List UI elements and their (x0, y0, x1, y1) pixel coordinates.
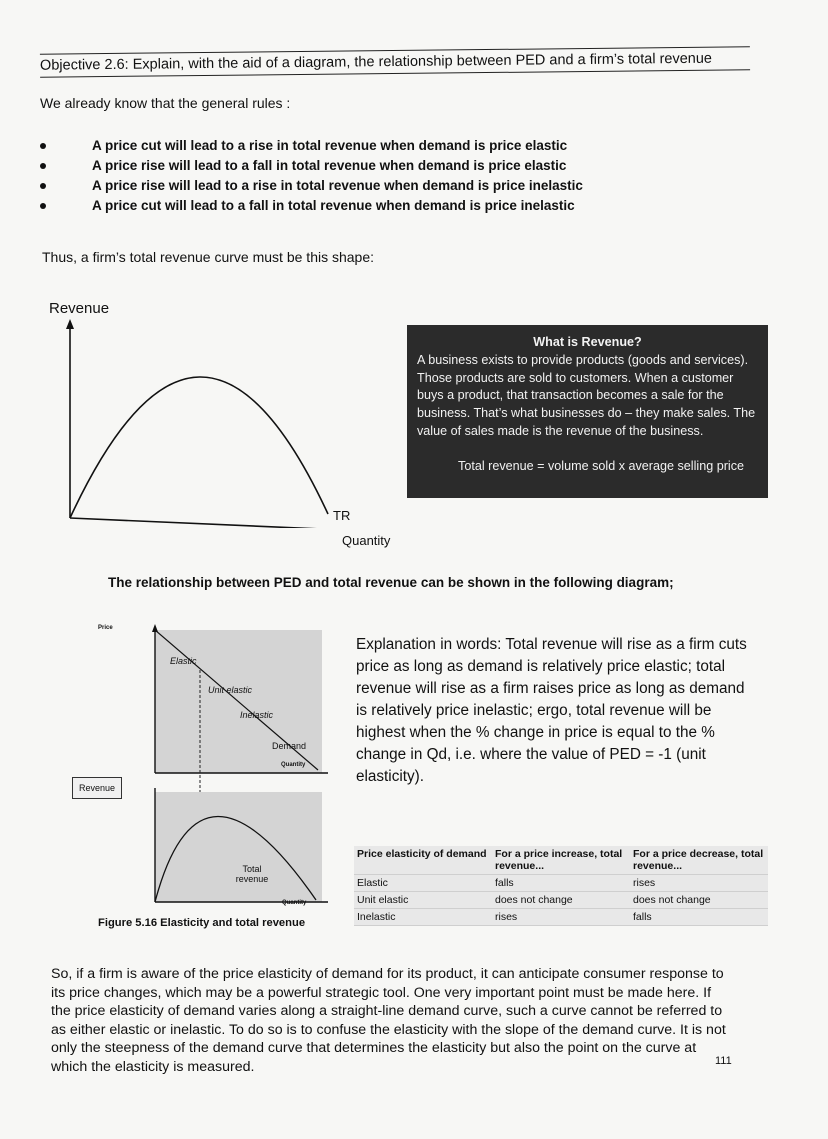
tr-curve (70, 377, 328, 518)
price-axis-label: Price (98, 625, 113, 631)
info-box-title: What is Revenue? (533, 335, 642, 349)
rules-list (92, 136, 583, 216)
quantity-label-bottom: Quantity (282, 900, 307, 906)
what-is-revenue-box (407, 325, 768, 498)
table-row (354, 892, 768, 909)
info-box-body: A business exists to provide products (goods and services). Those products are sold to customers. When a customer buys a product, that transaction becomes a sale for the business. That’s what businesses do – they make sales. The value of sales made is the revenue of the business. (417, 352, 756, 438)
demand-label: Demand (272, 741, 307, 751)
table-header-cell: For a price increase, total revenue... (492, 846, 630, 875)
inelastic-label: Inelastic (240, 710, 274, 720)
table-cell: Elastic (354, 875, 492, 892)
elastic-label: Elastic (170, 656, 197, 666)
demand-y-axis-arrow (152, 624, 158, 632)
ped-revenue-table (354, 846, 768, 926)
table-cell: does not change (492, 892, 630, 909)
rule-item: A price cut will lead to a rise in total revenue when demand is price elastic (92, 136, 583, 156)
table-row (354, 875, 768, 892)
table-header-cell: For a price decrease, total revenue... (630, 846, 768, 875)
rule-item: A price cut will lead to a fall in total revenue when demand is price inelastic (92, 196, 583, 216)
tr-y-axis-label: Revenue (49, 300, 110, 317)
unit-elastic-label: Unit elastic (208, 685, 253, 695)
tr-y-axis-arrow (66, 319, 74, 329)
tr-curve-label: TR (333, 508, 351, 523)
intro-text: We already know that the general rules : (40, 95, 291, 111)
table-header-row (354, 846, 768, 875)
table-row (354, 909, 768, 926)
explanation-paragraph: Explanation in words: Total revenue will rise as a firm cuts price as long as demand is relatively price elastic; total revenue will rise as a firm raises price as long as demand is relatively price inelastic; ergo, total revenue will be highest when the % change in price is equal to the % change in Qd, i.e. where the value of PED = -1 (unit elasticity). (356, 636, 747, 785)
thus-text: Thus, a firm’s total revenue curve must be this shape: (42, 249, 375, 265)
revenue-panel-bg (155, 792, 322, 902)
table-cell: Inelastic (354, 909, 492, 926)
objective-heading: Objective 2.6: Explain, with the aid of a diagram, the relationship between PED and a firm’s total revenue (40, 46, 750, 77)
table-cell: rises (630, 875, 768, 892)
table-cell: does not change (630, 892, 768, 909)
total-revenue-graph (60, 318, 405, 528)
info-box-formula: Total revenue = volume sold x average selling price (458, 458, 744, 473)
table-cell: Unit elastic (354, 892, 492, 909)
table-header-cell: Price elasticity of demand (354, 846, 492, 875)
total-revenue-label: Total revenue (235, 864, 269, 884)
figure-caption: Figure 5.16 Elasticity and total revenue (98, 917, 306, 929)
revenue-label-box: Revenue (72, 777, 122, 799)
table-cell: falls (630, 909, 768, 926)
quantity-label-top: Quantity (281, 762, 306, 768)
table-cell: rises (492, 909, 630, 926)
rule-item: A price rise will lead to a fall in total revenue when demand is price elastic (92, 156, 583, 176)
rule-item: A price rise will lead to a rise in total revenue when demand is price inelastic (92, 176, 583, 196)
closing-paragraph: So, if a firm is aware of the price elasticity of demand for its product, it can anticipate consumer response to its price changes, which may be a powerful strategic tool. One very important point must be made here. If the price elasticity of demand varies along a straight-line demand curve, such a curve cannot be referred to as either elastic or inelastic. To do so is to confuse the elasticity with the slope of the demand curve. It is not only the steepness of the demand curve that determines the elasticity but also the point on the curve at which the elasticity is measured. (51, 966, 726, 1075)
tr-x-axis-label: Quantity (342, 533, 391, 548)
table-cell: falls (492, 875, 630, 892)
page-number: 111 (715, 1055, 732, 1067)
relationship-heading: The relationship between PED and total revenue can be shown in the following diagram; (108, 575, 674, 590)
